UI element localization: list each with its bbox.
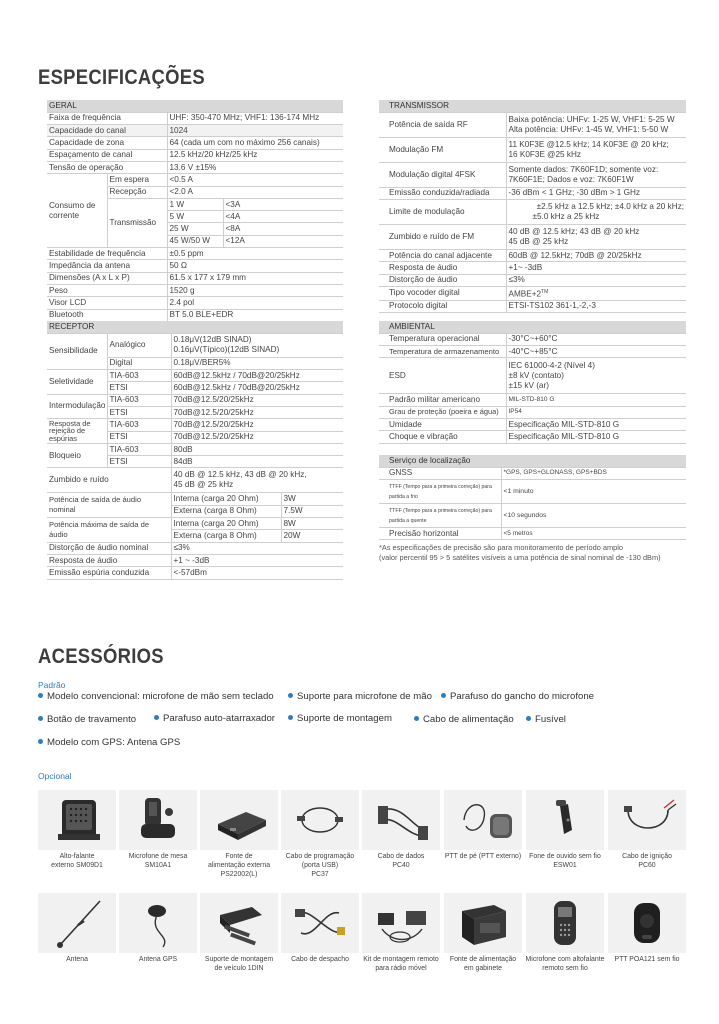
- spec-value: 64 (cada um com no máximo 256 canais): [167, 137, 343, 149]
- spec-value: MIL-STD-810 G: [506, 394, 686, 406]
- spec-label: TTFF (Tempo para a primeira correção) para partida a quente: [379, 504, 501, 528]
- spec-table-left: [47, 100, 343, 322]
- accessory-caption: [36, 955, 118, 964]
- power-supply-icon: [200, 790, 278, 850]
- spec-value: 11 K0F3E @12.5 kHz; 14 K0F3E @ 20 kHz;: [508, 139, 669, 149]
- spec-value: ±8 kV (contato): [508, 370, 564, 380]
- spec-value: ±0.5 ppm: [167, 248, 343, 260]
- spec-value: <4A: [223, 211, 343, 223]
- spec-label: Potência de saída de áudio nominal: [47, 493, 171, 518]
- spec-label: Capacidade de zona: [47, 137, 167, 149]
- spec-label: Tipo vocoder digital: [379, 286, 506, 300]
- accessory-image: [38, 790, 116, 850]
- accessory-image: [362, 790, 440, 850]
- spec-label: Limite de modulação: [379, 200, 506, 225]
- spec-value: 50 Ω: [167, 260, 343, 272]
- bullet-dot: [38, 739, 43, 744]
- spec-value: 0.18μV/BER5%: [171, 357, 343, 369]
- standard-item-label: Modelo convencional: microfone de mão sem teclado: [47, 691, 274, 702]
- specs-title: ESPECIFICAÇÕES: [38, 66, 205, 89]
- spec-label: Padrão militar americano: [379, 394, 506, 406]
- accessory-caption: [360, 852, 442, 870]
- spec-value: IP54: [506, 406, 686, 418]
- standard-item-label: Parafuso do gancho do microfone: [450, 691, 594, 702]
- caption-line: (porta USB): [301, 862, 339, 869]
- accessory-caption: [524, 852, 606, 870]
- spec-sublabel: Recepção: [107, 186, 167, 198]
- spec-value: 1024: [167, 125, 343, 137]
- standard-item: [414, 714, 514, 725]
- spec-label: Estabilidade de frequência: [47, 248, 167, 260]
- caption-line: Kit de montagem remoto: [363, 956, 439, 963]
- caption-line: SM10A1: [144, 862, 172, 869]
- spec-value: 5 W: [167, 211, 223, 223]
- spec-value: AMBE+2: [508, 289, 542, 299]
- accessory-caption: [117, 955, 199, 964]
- caption-line: ESW01: [553, 862, 577, 869]
- caption-line: PS22002(L): [220, 871, 258, 878]
- spec-value: ≤3%: [506, 274, 686, 286]
- spec-label: Seletividade: [47, 370, 107, 395]
- standard-item: [38, 714, 136, 725]
- standard-item-label: Botão de travamento: [47, 714, 137, 725]
- spec-value: 40 dB @ 12.5 kHz, 43 dB @ 20 kHz,: [173, 470, 307, 480]
- standard-item: [288, 691, 432, 702]
- spec-value: Especificação MIL-STD-810 G: [506, 431, 686, 443]
- accessory-caption: [606, 955, 688, 964]
- spec-value: 60dB @ 12.5kHz; 70dB @ 20/25kHz: [506, 250, 686, 262]
- spec-label: Umidade: [379, 418, 506, 430]
- caption-line: Alto-falante: [59, 853, 95, 860]
- spec-value: <1 minuto: [501, 480, 686, 504]
- standard-item-label: Suporte de montagem: [297, 713, 392, 724]
- accessory-image: [200, 893, 278, 953]
- accessory-image: [444, 893, 522, 953]
- accessory-caption: [198, 852, 280, 879]
- spec-label: Potência de saída RF: [379, 112, 506, 137]
- wireless-speaker-mic-icon: [526, 893, 604, 953]
- spec-label: Potência máxima de saída de áudio: [47, 518, 171, 543]
- spec-value: Baixa potência: UHFv: 1-25 W, VHF1: 5-25 W: [508, 114, 675, 124]
- spec-sublabel: ETSI: [107, 431, 171, 443]
- accessory-image: [200, 790, 278, 850]
- accessory-image: [281, 790, 359, 850]
- spec-sublabel: Em espera: [107, 174, 167, 186]
- section-header-ambiental: AMBIENTAL: [379, 321, 686, 333]
- accessory-caption: [36, 852, 118, 870]
- spec-value: <0.5 A: [167, 174, 343, 186]
- caption-line: Suporte de montagem: [204, 956, 274, 963]
- spec-label: Protocolo digital: [379, 300, 506, 312]
- spec-value: ±15 kV (ar): [508, 380, 549, 390]
- spec-label: Modulação FM: [379, 137, 506, 162]
- spec-value: <12A: [223, 235, 343, 247]
- accessory-caption: [117, 852, 199, 870]
- standard-label: Padrão: [38, 680, 66, 690]
- accessory-caption: [279, 955, 361, 964]
- spec-label: Precisão horizontal: [379, 528, 501, 540]
- spec-value: 40 dB @ 12.5 kHz; 43 dB @ 20 kHz: [508, 227, 640, 237]
- spec-value: 70dB@12.5/20/25kHz: [171, 394, 343, 406]
- caption-line: PTT de pé (PTT externo): [444, 853, 522, 860]
- spec-label: Distorção de áudio: [379, 274, 506, 286]
- caption-line: externo SM09D1: [51, 862, 103, 869]
- spec-value: 12.5 kHz/20 kHz/25 kHz: [167, 149, 343, 161]
- spec-value: <-57dBm: [171, 567, 343, 579]
- spec-value: 0.16μV(Típico)(12dB SINAD): [173, 345, 280, 355]
- spec-value: 2.4 pol: [167, 297, 343, 309]
- spec-value: -36 dBm < 1 GHz; -30 dBm > 1 GHz: [506, 187, 686, 199]
- caption-line: para rádio móvel: [375, 965, 427, 972]
- dispatch-cable-icon: [281, 893, 359, 953]
- spec-value: 60dB@12.5kHz / 70dB@20/25kHz: [171, 370, 343, 382]
- spec-value: BT 5.0 BLE+EDR: [167, 309, 343, 321]
- spec-value: 45 W/50 W: [167, 235, 223, 247]
- standard-item: [441, 691, 594, 702]
- spec-value: 16 K0F3E @25 kHz: [508, 149, 581, 159]
- bullet-dot: [414, 716, 419, 721]
- spec-sublabel: TIA-603: [107, 419, 171, 431]
- data-cable-icon: [362, 790, 440, 850]
- precision-footnote: [379, 543, 699, 562]
- bullet-dot: [38, 716, 43, 721]
- spec-sublabel: ETSI: [107, 382, 171, 394]
- accessory-image: [444, 790, 522, 850]
- caption-line: Fonte de: [225, 853, 253, 860]
- spec-value: -30°C~+60°C: [506, 333, 686, 345]
- spec-value: 1 W: [167, 198, 223, 210]
- standard-item: [526, 714, 566, 725]
- spec-sublabel: Externa (carga 8 Ohm): [171, 505, 281, 517]
- accessory-caption: [279, 852, 361, 879]
- spec-label: Tensão de operação: [47, 161, 167, 173]
- accessory-image: [526, 893, 604, 953]
- spec-value: 80dB: [171, 443, 343, 455]
- spec-label: Resposta de áudio: [379, 262, 506, 274]
- accessory-image: [608, 893, 686, 953]
- spec-value: 45 dB @ 25 kHz: [508, 237, 569, 247]
- standard-item-label: Modelo com GPS: Antena GPS: [47, 737, 181, 748]
- gps-antenna-icon: [119, 893, 197, 953]
- spec-label: Resposta de áudio: [47, 554, 171, 566]
- spec-value: <10 segundos: [501, 504, 686, 528]
- caption-line: Microfone com altofalante: [525, 956, 605, 963]
- spec-label: GNSS: [379, 467, 501, 479]
- standard-item-label: Parafuso auto-atarraxador: [163, 713, 275, 724]
- spec-label: Distorção de áudio nominal: [47, 542, 171, 554]
- antenna-icon: [38, 893, 116, 953]
- section-header-transmissor: TRANSMISSOR: [379, 100, 686, 112]
- caption-line: Antena GPS: [138, 956, 178, 963]
- programming-cable-icon: [281, 790, 359, 850]
- caption-line: PC37: [311, 871, 329, 878]
- spec-sublabel: TIA-603: [107, 394, 171, 406]
- spec-value: ±2.5 kHz a 12.5 kHz; ±4.0 kHz a 20 kHz;: [536, 202, 684, 212]
- caption-line: Cabo de programação: [285, 853, 355, 860]
- caption-line: Cabo de dados: [377, 853, 425, 860]
- accessories-title: ACESSÓRIOS: [38, 645, 164, 668]
- spec-value: *GPS, GPS+GLONASS, GPS+BDS: [501, 467, 686, 479]
- footnote-line: (valor percentil 95 > 5 satélites visíveis a uma potência de sinal nominal de -130 dBm): [379, 552, 661, 562]
- spec-value: 60dB@12.5kHz / 70dB@20/25kHz: [171, 382, 343, 394]
- spec-label: Resposta de rejeição de espúrias: [47, 419, 107, 444]
- accessory-caption: [606, 852, 688, 870]
- bullet-dot: [288, 715, 293, 720]
- spec-value: Somente dados: 7K60F1D; somente voz:: [508, 164, 659, 174]
- spec-value: ±5.0 kHz a 25 kHz: [532, 212, 600, 222]
- spec-label: Emissão espúria conduzida: [47, 567, 171, 579]
- spec-value: +1~ -3dB: [506, 262, 686, 274]
- accessory-image: [281, 893, 359, 953]
- spec-sublabel: Analógico: [107, 333, 171, 357]
- accessory-caption: [198, 955, 280, 973]
- remote-mount-kit-icon: [362, 893, 440, 953]
- section-header-geral: GERAL: [47, 100, 343, 112]
- spec-value: ETSI-TS102 361-1,-2,-3: [506, 300, 686, 312]
- spec-value: 70dB@12.5/20/25kHz: [171, 406, 343, 418]
- spec-label: Consumo de corrente: [47, 174, 107, 248]
- spec-label: Bluetooth: [47, 309, 167, 321]
- spec-table-localizacao: [379, 455, 686, 540]
- wireless-ptt-icon: [608, 893, 686, 953]
- caption-line: Cabo de ignição: [622, 853, 672, 860]
- bullet-dot: [441, 693, 446, 698]
- caption-line: PC60: [638, 862, 656, 869]
- spec-label: Dimensões (A x L x P): [47, 272, 167, 284]
- spec-value: 0.18μV(12dB SINAD): [173, 335, 252, 345]
- accessory-caption: [524, 955, 606, 973]
- spec-label: Potência do canal adjacente: [379, 250, 506, 262]
- spec-label: Intermodulação: [47, 394, 107, 419]
- spec-sublabel: Externa (carga 8 Ohm): [171, 530, 281, 542]
- standard-item-label: Fusível: [535, 714, 566, 725]
- accessory-image: [362, 893, 440, 953]
- caption-line: em gabinete: [464, 965, 502, 972]
- caption-line: Fone de ouvido sem fio: [529, 853, 601, 860]
- spec-sublabel: Interna (carga 20 Ohm): [171, 493, 281, 505]
- spec-label: Capacidade do canal: [47, 125, 167, 137]
- spec-sublabel: Interna (carga 20 Ohm): [171, 518, 281, 530]
- spec-value: 7K60F1E; Dados e voz: 7K60F1W: [508, 174, 634, 184]
- spec-value: <2.0 A: [167, 186, 343, 198]
- accessory-image: [38, 893, 116, 953]
- section-header-localizacao: Serviço de localização: [379, 455, 686, 467]
- spec-sublabel: ETSI: [107, 456, 171, 468]
- spec-label: Impedância da antena: [47, 260, 167, 272]
- spec-sublabel: TIA-603: [107, 370, 171, 382]
- spec-value: 20W: [281, 530, 343, 542]
- spec-value: Alta potência: UHFv: 1-45 W, VHF1: 5-50 W: [508, 124, 669, 134]
- spec-value: 45 dB @ 25 kHz: [173, 480, 234, 490]
- spec-value: 8W: [281, 518, 343, 530]
- accessory-image: [526, 790, 604, 850]
- caption-line: de veículo 1DIN: [214, 965, 264, 972]
- section-header-receptor: RECEPTOR: [47, 321, 343, 333]
- spec-value: <5 metros: [501, 528, 686, 540]
- spec-label: Grau de proteção (poeira e água): [379, 406, 506, 418]
- spec-label: TTFF (Tempo para a primeira correção) para partida a frio: [379, 480, 501, 504]
- spec-label: Sensibilidade: [47, 333, 107, 369]
- cabinet-power-supply-icon: [444, 893, 522, 953]
- accessory-image: [119, 790, 197, 850]
- spec-label: Choque e vibração: [379, 431, 506, 443]
- spec-value: <3A: [223, 198, 343, 210]
- standard-item-label: Suporte para microfone de mão: [297, 691, 432, 702]
- optional-label: Opcional: [38, 771, 72, 781]
- spec-value: UHF: 350-470 MHz; VHF1: 136-174 MHz: [167, 112, 343, 124]
- accessory-image: [608, 790, 686, 850]
- mounting-bracket-icon: [200, 893, 278, 953]
- spec-value: ≤3%: [171, 542, 343, 554]
- spec-value: 1520 g: [167, 284, 343, 296]
- spec-value: 7.5W: [281, 505, 343, 517]
- bullet-dot: [38, 693, 43, 698]
- standard-item: [38, 737, 180, 748]
- wireless-earpiece-icon: [526, 790, 604, 850]
- caption-line: Microfone de mesa: [128, 853, 188, 860]
- ignition-cable-icon: [608, 790, 686, 850]
- spec-table-transmissor: [379, 100, 686, 313]
- spec-label: Espaçamento de canal: [47, 149, 167, 161]
- spec-sublabel: ETSI: [107, 406, 171, 418]
- spec-label: Emissão conduzida/radiada: [379, 187, 506, 199]
- foot-ptt-icon: [444, 790, 522, 850]
- standard-item: [38, 691, 274, 702]
- speaker-icon: [38, 790, 116, 850]
- standard-item: [288, 713, 392, 724]
- spec-label: Zumbido e ruído: [47, 468, 171, 493]
- spec-label: Faixa de frequência: [47, 112, 167, 124]
- caption-line: PC40: [392, 862, 410, 869]
- spec-value: 70dB@12.5/20/25kHz: [171, 431, 343, 443]
- spec-label: Peso: [47, 284, 167, 296]
- caption-line: remoto sem fio: [542, 965, 588, 972]
- desk-microphone-icon: [119, 790, 197, 850]
- spec-label: ESD: [379, 358, 506, 394]
- spec-value: -40°C~+85°C: [506, 346, 686, 358]
- standard-item: [154, 713, 275, 724]
- caption-line: Cabo de despacho: [291, 956, 349, 963]
- spec-label: Temperatura operacional: [379, 333, 506, 345]
- bullet-dot: [154, 715, 159, 720]
- caption-line: alimentação externa: [207, 862, 271, 869]
- caption-line: Fonte de alimentação: [449, 956, 517, 963]
- spec-label: Visor LCD: [47, 297, 167, 309]
- accessory-caption: [360, 955, 442, 973]
- spec-label: Zumbido e ruído de FM: [379, 225, 506, 250]
- spec-value: <8A: [223, 223, 343, 235]
- spec-value: IEC 61000-4-2 (Nível 4): [508, 360, 595, 370]
- spec-value: 70dB@12.5/20/25kHz: [171, 419, 343, 431]
- accessory-caption: [442, 955, 524, 973]
- spec-table-receptor: [47, 321, 343, 580]
- spec-sublabel: Transmissão: [107, 198, 167, 247]
- spec-label: Modulação digital 4FSK: [379, 162, 506, 187]
- standard-item-label: Cabo de alimentação: [423, 714, 514, 725]
- spec-value: 13.6 V ±15%: [167, 161, 343, 173]
- caption-line: PTT POA121 sem fio: [614, 956, 680, 963]
- spec-value: 3W: [281, 493, 343, 505]
- footnote-line: *As especificações de precisão são para monitoramento de período amplo: [379, 543, 624, 552]
- spec-value: 25 W: [167, 223, 223, 235]
- spec-label: Temperatura de armazenamento: [379, 346, 506, 358]
- spec-value: +1 ~ -3dB: [171, 554, 343, 566]
- spec-value: 84dB: [171, 456, 343, 468]
- bullet-dot: [288, 693, 293, 698]
- bullet-dot: [526, 716, 531, 721]
- spec-sublabel: TIA-603: [107, 443, 171, 455]
- accessory-image: [119, 893, 197, 953]
- spec-sublabel: Digital: [107, 357, 171, 369]
- spec-table-ambiental: [379, 321, 686, 444]
- accessory-caption: [442, 852, 524, 861]
- trademark-mark: TM: [541, 288, 549, 295]
- spec-value: Especificação MIL-STD-810 G: [506, 418, 686, 430]
- spec-value: 61.5 x 177 x 179 mm: [167, 272, 343, 284]
- caption-line: Antena: [66, 956, 88, 963]
- spec-label: Bloqueio: [47, 443, 107, 468]
